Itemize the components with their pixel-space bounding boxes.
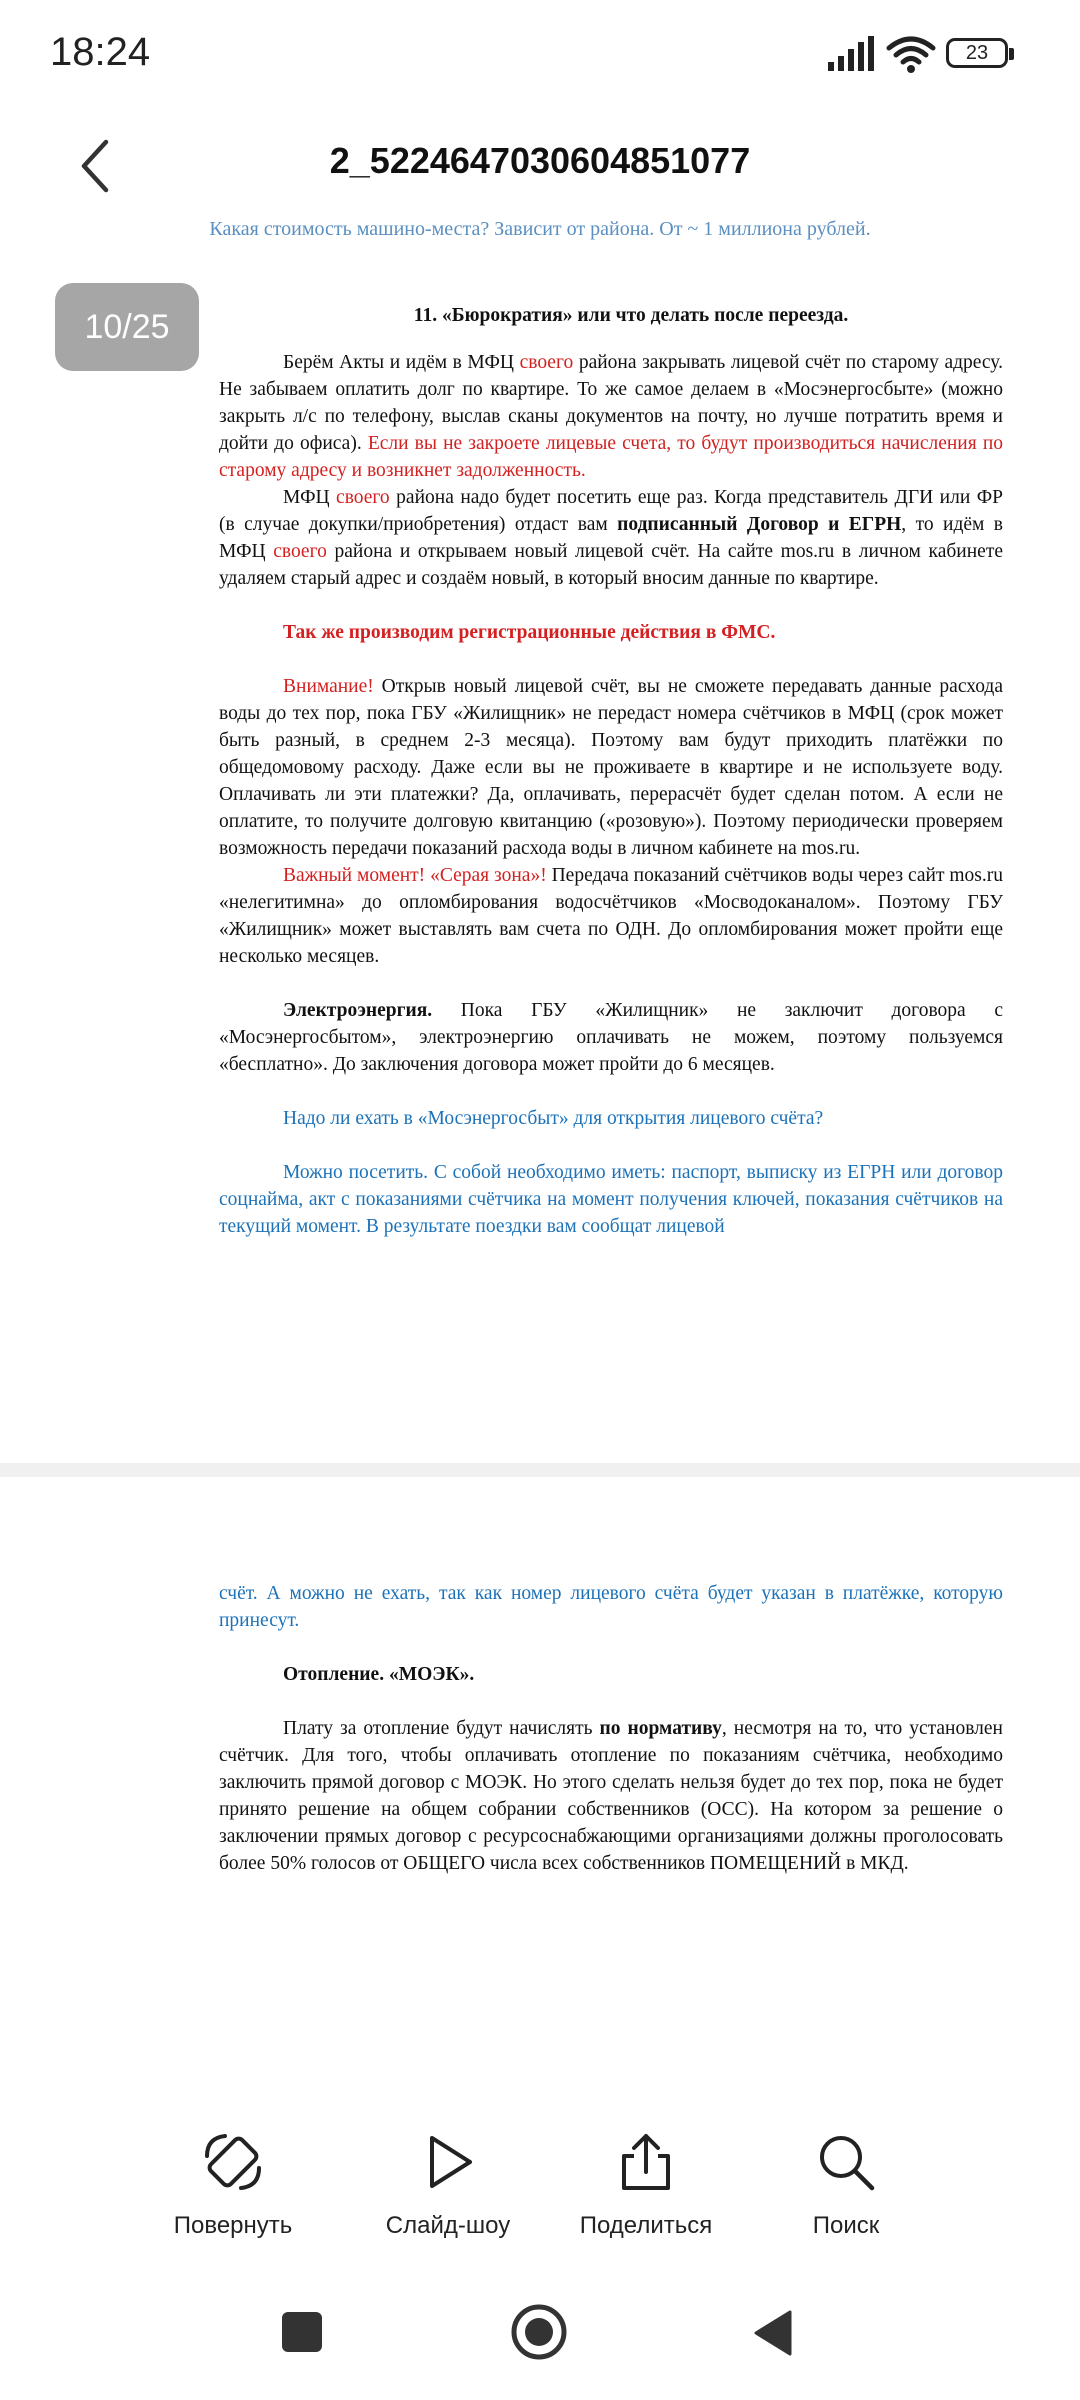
status-time: 18:24 bbox=[50, 30, 151, 74]
search-icon bbox=[814, 2130, 878, 2194]
document-page bbox=[219, 302, 1003, 1240]
paragraph-electricity: Электроэнергия. Пока ГБУ «Жилищник» не заключит договора с «Мосэнергосбытом», электроэнергию оплачивать не можем, поэтому пользуемся «бесплатно». До заключения договора может пройти до 6 месяцев. bbox=[219, 1000, 1003, 1075]
status-bar bbox=[0, 0, 1080, 110]
answer-continuation: счёт. А можно не ехать, так как номер лицевого счёта будет указан в платёжке, которую принесут. bbox=[219, 1583, 1003, 1631]
bottom-toolbar bbox=[0, 2130, 1080, 2280]
paragraph-attention: Внимание! Открыв новый лицевой счёт, вы не сможете передавать данные расхода воды до тех пор, пока ГБУ «Жилищник» не передаст номера счётчиков в МФЦ (срок может быть разный, в среднем 2-3 месяца). Поэтому вам будут приходить платёжки по общедомовому расходу. Даже если вы не проживаете в квартире и не используете воду. Оплачивать ли эти платежки? Да, оплачивать, перерасчёт будет сделан потом. А если не оплатите, то получите долговую квитанцию («розовую»). Поэтому периодически проверяем возможность передачи показаний расхода воды в личном кабинете на mos.ru. bbox=[219, 676, 1003, 859]
home-button[interactable] bbox=[510, 2303, 568, 2361]
section-heading: 11. «Бюрократия» или что делать после переезда. bbox=[413, 305, 849, 326]
share-icon bbox=[614, 2130, 678, 2194]
document-title: 2_5224647030604851077 bbox=[329, 140, 751, 181]
fms-heading: Так же производим регистрационные действия в ФМС. bbox=[283, 622, 776, 643]
paragraph-mfc-close: Берём Акты и идём в МФЦ своего района закрывать лицевой счёт по старому адресу. Не забываем оплатить долг по квартире. То же самое делаем в «Мосэнергосбыте» (можно закрыть л/с по телефону, выслав сканы документов на почту, но лучше потратить время и дойти до офиса). Если вы не закроете лицевые счета, то будут производиться начисления по старому адресу и возникнет задолженность. bbox=[219, 352, 1004, 481]
search-button[interactable] bbox=[746, 2130, 946, 2240]
slideshow-button[interactable] bbox=[348, 2130, 548, 2240]
page-indicator: 10/25 bbox=[55, 283, 199, 371]
paragraph-grey-zone: Важный момент! «Серая зона»! Передача показаний счётчиков воды через сайт mos.ru «нелегитимна» до опломбирования водосчётчиков «Мосводоканалом». Поэтому ГБУ «Жилищник» может выставлять вам счета по ОДН. До опломбирования может пройти еще несколько месяцев. bbox=[219, 865, 1004, 967]
app-header bbox=[0, 110, 1080, 220]
paragraph-mfc-open: МФЦ своего района надо будет посетить еще раз. Когда представитель ДГИ или ФР (в случае докупки/приобретения) отдаст вам подписанный Договор и ЕГРН, то идём в МФЦ своего района и открываем новый лицевой счёт. На сайте mos.ru в личном кабинете удаляем старый адрес и создаём новый, в который вносим данные по квартире. bbox=[219, 487, 1004, 589]
battery-icon bbox=[946, 38, 1016, 70]
share-label: Поделиться bbox=[579, 2212, 713, 2239]
play-icon bbox=[416, 2130, 480, 2194]
wifi-icon bbox=[886, 34, 936, 74]
slideshow-label: Слайд-шоу bbox=[385, 2212, 511, 2239]
heating-heading: Отопление. «МОЭК». bbox=[283, 1664, 475, 1685]
search-label: Поиск bbox=[812, 2212, 880, 2239]
share-button[interactable] bbox=[546, 2130, 746, 2240]
nav-back-button[interactable] bbox=[752, 2310, 794, 2356]
document-page-next bbox=[219, 1580, 1003, 1877]
previous-page-text: Какая стоимость машино-места? Зависит от района. От ~ 1 миллиона рублей. bbox=[209, 218, 871, 240]
rotate-button[interactable] bbox=[133, 2130, 333, 2240]
page-divider bbox=[0, 1463, 1080, 1477]
rotate-label: Повернуть bbox=[173, 2212, 293, 2239]
paragraph-heating: Плату за отопление будут начислять по нормативу, несмотря на то, что установлен счётчик. Для того, чтобы оплачивать отопление по показаниям счётчика, необходимо заключить прямой договор с МОЭК. Но этого сделать нельзя будет до тех пор, пока не будет принято решение на общем собрании собственников (ОСС). На котором за решение о заключении прямых договор с ресурсоснабжающими организациями должны проголосовать более 50% голосов от ОБЩЕГО числа всех собственников ПОМЕЩЕНИЙ в МКД. bbox=[219, 1718, 1003, 1874]
recent-apps-button[interactable] bbox=[282, 2312, 322, 2352]
signal-icon bbox=[826, 36, 876, 72]
answer-mosenergosbyt: Можно посетить. С собой необходимо иметь: паспорт, выписку из ЕГРН или договор соцнайма, акт с показаниями счётчика на момент получения ключей, показания счётчиков на текущий момент. В результате поездки вам сообщат лицевой bbox=[219, 1162, 1003, 1237]
question-mosenergosbyt: Надо ли ехать в «Мосэнергосбыт» для открытия лицевого счёта? bbox=[283, 1108, 824, 1129]
rotate-icon bbox=[201, 2130, 265, 2194]
battery-level: 23 bbox=[946, 38, 1008, 68]
system-nav-bar bbox=[0, 2290, 1080, 2400]
